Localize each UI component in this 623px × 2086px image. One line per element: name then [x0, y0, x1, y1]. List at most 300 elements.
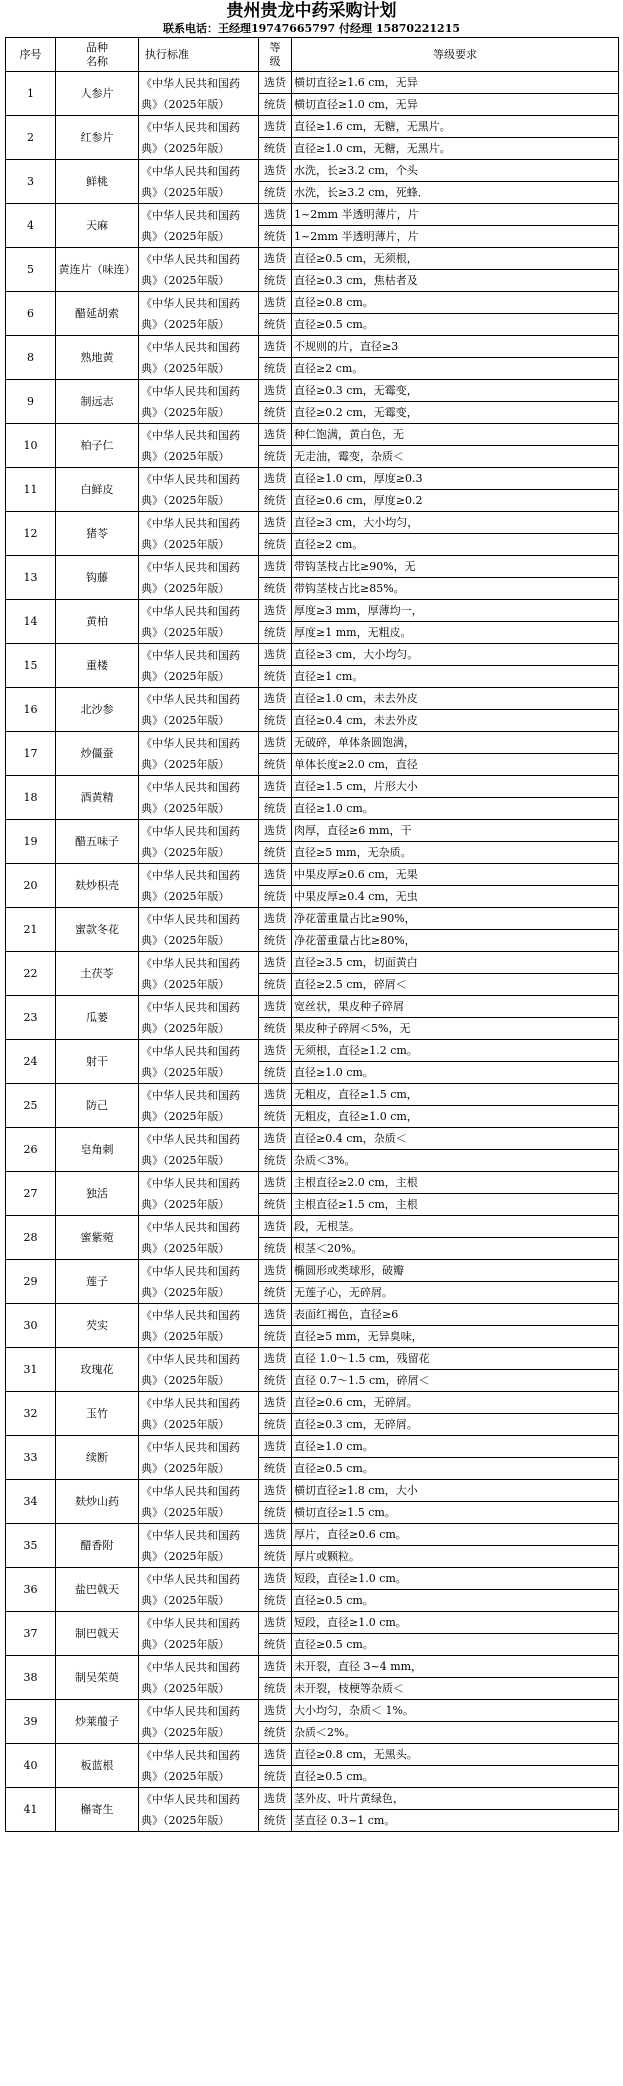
table-header-row [6, 38, 619, 72]
herb-name: 制吴茱萸 [56, 1656, 139, 1700]
grade-select: 选货 [259, 292, 292, 314]
herb-name: 制巴戟天 [56, 1612, 139, 1656]
row-number: 35 [6, 1524, 56, 1568]
row-number: 25 [6, 1084, 56, 1128]
grade-select: 选货 [259, 512, 292, 534]
row-number: 20 [6, 864, 56, 908]
requirement-select: 未开裂，直径 3~4 mm， [292, 1656, 619, 1678]
row-number: 12 [6, 512, 56, 556]
herb-name: 鲜桃 [56, 160, 139, 204]
requirement-select: 宽丝状，果皮种子碎屑 [292, 996, 619, 1018]
standard-cell: 《中华人民共和国药典》（2025年版） [139, 1260, 259, 1304]
standard-cell: 《中华人民共和国药典》（2025年版） [139, 1304, 259, 1348]
requirement-select: 直径≥1.6 cm，无糖，无黑片。 [292, 116, 619, 138]
requirement-bulk: 无莲子心，无碎屑。 [292, 1282, 619, 1304]
row-number: 18 [6, 776, 56, 820]
row-number: 2 [6, 116, 56, 160]
grade-bulk: 统货 [259, 1018, 292, 1040]
row-number: 19 [6, 820, 56, 864]
grade-bulk: 统货 [259, 358, 292, 380]
table-row [6, 468, 619, 490]
row-number: 13 [6, 556, 56, 600]
standard-cell: 《中华人民共和国药典》（2025年版） [139, 380, 259, 424]
requirement-select: 短段，直径≥1.0 cm。 [292, 1568, 619, 1590]
requirement-select: 无须根，直径≥1.2 cm。 [292, 1040, 619, 1062]
grade-bulk: 统货 [259, 930, 292, 952]
requirement-select: 直径≥1.0 cm。 [292, 1436, 619, 1458]
grade-select: 选货 [259, 72, 292, 94]
standard-cell: 《中华人民共和国药典》（2025年版） [139, 1656, 259, 1700]
table-row [6, 820, 619, 842]
standard-cell: 《中华人民共和国药典》（2025年版） [139, 160, 259, 204]
herb-name: 皂角刺 [56, 1128, 139, 1172]
table-row [6, 1568, 619, 1590]
table-row [6, 1040, 619, 1062]
grade-bulk: 统货 [259, 798, 292, 820]
standard-cell: 《中华人民共和国药典》（2025年版） [139, 468, 259, 512]
requirement-select: 直径≥3 cm，大小均匀。 [292, 644, 619, 666]
grade-select: 选货 [259, 1656, 292, 1678]
row-number: 14 [6, 600, 56, 644]
standard-cell: 《中华人民共和国药典》（2025年版） [139, 732, 259, 776]
requirement-bulk: 直径≥1.0 cm，无糖，无黑片。 [292, 138, 619, 160]
row-number: 24 [6, 1040, 56, 1084]
standard-cell: 《中华人民共和国药典》（2025年版） [139, 1216, 259, 1260]
requirement-bulk: 直径≥1 cm。 [292, 666, 619, 688]
row-number: 39 [6, 1700, 56, 1744]
grade-select: 选货 [259, 160, 292, 182]
herb-name: 红参片 [56, 116, 139, 160]
row-number: 34 [6, 1480, 56, 1524]
grade-select: 选货 [259, 424, 292, 446]
requirement-select: 直径≥0.3 cm，无霉变， [292, 380, 619, 402]
table-row [6, 1436, 619, 1458]
header-name: 品种 名称 [56, 38, 139, 72]
row-number: 16 [6, 688, 56, 732]
table-row [6, 336, 619, 358]
grade-bulk: 统货 [259, 1150, 292, 1172]
standard-cell: 《中华人民共和国药典》（2025年版） [139, 1524, 259, 1568]
herb-name: 芡实 [56, 1304, 139, 1348]
requirement-bulk: 无粗皮，直径≥1.0 cm， [292, 1106, 619, 1128]
standard-cell: 《中华人民共和国药典》（2025年版） [139, 908, 259, 952]
row-number: 4 [6, 204, 56, 248]
requirement-select: 直径≥1.0 cm，未去外皮 [292, 688, 619, 710]
grade-select: 选货 [259, 952, 292, 974]
grade-select: 选货 [259, 1788, 292, 1810]
standard-cell: 《中华人民共和国药典》（2025年版） [139, 644, 259, 688]
table-row [6, 204, 619, 226]
standard-cell: 《中华人民共和国药典》（2025年版） [139, 424, 259, 468]
table-row [6, 160, 619, 182]
table-row [6, 1216, 619, 1238]
row-number: 5 [6, 248, 56, 292]
row-number: 22 [6, 952, 56, 996]
herb-name: 柏子仁 [56, 424, 139, 468]
requirement-bulk: 直径≥0.5 cm。 [292, 1766, 619, 1788]
table-row [6, 424, 619, 446]
grade-select: 选货 [259, 1260, 292, 1282]
row-number: 23 [6, 996, 56, 1040]
grade-select: 选货 [259, 1084, 292, 1106]
herb-name: 人参片 [56, 72, 139, 116]
requirement-select: 横切直径≥1.6 cm，无异 [292, 72, 619, 94]
table-row [6, 600, 619, 622]
requirement-select: 直径≥0.5 cm，无须根， [292, 248, 619, 270]
standard-cell: 《中华人民共和国药典》（2025年版） [139, 600, 259, 644]
grade-bulk: 统货 [259, 270, 292, 292]
grade-select: 选货 [259, 1744, 292, 1766]
table-row [6, 776, 619, 798]
requirement-bulk: 果皮种子碎屑＜5%，无 [292, 1018, 619, 1040]
grade-select: 选货 [259, 1436, 292, 1458]
table-row [6, 72, 619, 94]
herb-name: 盐巴戟天 [56, 1568, 139, 1612]
grade-bulk: 统货 [259, 1326, 292, 1348]
requirement-bulk: 直径≥2.5 cm，碎屑＜ [292, 974, 619, 996]
table-row [6, 292, 619, 314]
grade-select: 选货 [259, 248, 292, 270]
standard-cell: 《中华人民共和国药典》（2025年版） [139, 1128, 259, 1172]
standard-cell: 《中华人民共和国药典》（2025年版） [139, 292, 259, 336]
grade-bulk: 统货 [259, 314, 292, 336]
requirement-bulk: 直径≥0.5 cm。 [292, 1634, 619, 1656]
standard-cell: 《中华人民共和国药典》（2025年版） [139, 1040, 259, 1084]
requirement-select: 无粗皮，直径≥1.5 cm， [292, 1084, 619, 1106]
requirement-bulk: 直径≥0.6 cm，厚度≥0.2 [292, 490, 619, 512]
table-row [6, 1700, 619, 1722]
herb-name: 板蓝根 [56, 1744, 139, 1788]
grade-select: 选货 [259, 1040, 292, 1062]
standard-cell: 《中华人民共和国药典》（2025年版） [139, 248, 259, 292]
standard-cell: 《中华人民共和国药典》（2025年版） [139, 1612, 259, 1656]
table-row [6, 116, 619, 138]
herb-name: 白鲜皮 [56, 468, 139, 512]
table-row [6, 1480, 619, 1502]
requirement-select: 段，无根茎。 [292, 1216, 619, 1238]
standard-cell: 《中华人民共和国药典》（2025年版） [139, 996, 259, 1040]
page-title: 贵州贵龙中药采购计划 [226, 1, 397, 21]
table-row [6, 1524, 619, 1546]
herb-name: 蜜款冬花 [56, 908, 139, 952]
grade-select: 选货 [259, 908, 292, 930]
standard-cell: 《中华人民共和国药典》（2025年版） [139, 556, 259, 600]
herb-name: 天麻 [56, 204, 139, 248]
table-row [6, 1260, 619, 1282]
row-number: 6 [6, 292, 56, 336]
herb-name: 炒莱菔子 [56, 1700, 139, 1744]
grade-select: 选货 [259, 1568, 292, 1590]
herb-name: 熟地黄 [56, 336, 139, 380]
herb-name: 莲子 [56, 1260, 139, 1304]
requirement-bulk: 厚度≥1 mm，无粗皮。 [292, 622, 619, 644]
grade-bulk: 统货 [259, 1810, 292, 1832]
grade-bulk: 统货 [259, 1722, 292, 1744]
herb-name: 黄柏 [56, 600, 139, 644]
grade-bulk: 统货 [259, 974, 292, 996]
requirement-select: 1~2mm 半透明薄片，片 [292, 204, 619, 226]
grade-bulk: 统货 [259, 622, 292, 644]
requirement-select: 茎外皮、叶片黄绿色， [292, 1788, 619, 1810]
requirement-select: 水洗，长≥3.2 cm，个头 [292, 160, 619, 182]
grade-bulk: 统货 [259, 138, 292, 160]
requirement-bulk: 根茎＜20%。 [292, 1238, 619, 1260]
table-row [6, 952, 619, 974]
requirement-select: 不规则的片，直径≥3 [292, 336, 619, 358]
standard-cell: 《中华人民共和国药典》（2025年版） [139, 688, 259, 732]
requirement-bulk: 直径≥0.2 cm，无霉变， [292, 402, 619, 424]
grade-select: 选货 [259, 644, 292, 666]
requirement-bulk: 直径≥2 cm。 [292, 534, 619, 556]
grade-select: 选货 [259, 1392, 292, 1414]
standard-cell: 《中华人民共和国药典》（2025年版） [139, 1568, 259, 1612]
requirement-select: 直径≥0.8 cm。 [292, 292, 619, 314]
requirement-select: 表面红褐色，直径≥6 [292, 1304, 619, 1326]
requirement-bulk: 厚片或颗粒。 [292, 1546, 619, 1568]
row-number: 15 [6, 644, 56, 688]
grade-select: 选货 [259, 380, 292, 402]
row-number: 27 [6, 1172, 56, 1216]
contact-line: 联系电话：王经理19747665797 付经理 15870221215 [162, 22, 461, 35]
grade-select: 选货 [259, 1304, 292, 1326]
row-number: 1 [6, 72, 56, 116]
requirement-bulk: 杂质＜2%。 [292, 1722, 619, 1744]
grade-select: 选货 [259, 1700, 292, 1722]
row-number: 36 [6, 1568, 56, 1612]
herb-name: 蜜紫菀 [56, 1216, 139, 1260]
herb-name: 醋五味子 [56, 820, 139, 864]
requirement-bulk: 直径≥0.4 cm，未去外皮 [292, 710, 619, 732]
table-row [6, 864, 619, 886]
requirement-bulk: 直径 0.7～1.5 cm，碎屑＜ [292, 1370, 619, 1392]
requirement-select: 直径≥0.6 cm，无碎屑。 [292, 1392, 619, 1414]
grade-bulk: 统货 [259, 1238, 292, 1260]
requirement-select: 直径≥0.4 cm，杂质＜ [292, 1128, 619, 1150]
requirement-select: 椭圆形或类球形，破瓣 [292, 1260, 619, 1282]
row-number: 37 [6, 1612, 56, 1656]
table-row [6, 996, 619, 1018]
requirement-bulk: 带钩茎枝占比≥85%。 [292, 578, 619, 600]
standard-cell: 《中华人民共和国药典》（2025年版） [139, 1392, 259, 1436]
row-number: 31 [6, 1348, 56, 1392]
herb-name: 麸炒山药 [56, 1480, 139, 1524]
grade-select: 选货 [259, 600, 292, 622]
table-row [6, 908, 619, 930]
grade-bulk: 统货 [259, 1766, 292, 1788]
herb-name: 玉竹 [56, 1392, 139, 1436]
row-number: 11 [6, 468, 56, 512]
requirement-select: 直径≥1.0 cm，厚度≥0.3 [292, 468, 619, 490]
requirement-bulk: 水洗，长≥3.2 cm，死蜂． [292, 182, 619, 204]
herb-name: 醋香附 [56, 1524, 139, 1568]
requirement-bulk: 1~2mm 半透明薄片，片 [292, 226, 619, 248]
grade-bulk: 统货 [259, 1282, 292, 1304]
herb-name: 土茯苓 [56, 952, 139, 996]
row-number: 30 [6, 1304, 56, 1348]
requirement-select: 带钩茎枝占比≥90%，无 [292, 556, 619, 578]
table-body [6, 72, 619, 1832]
grade-select: 选货 [259, 1216, 292, 1238]
row-number: 10 [6, 424, 56, 468]
grade-bulk: 统货 [259, 886, 292, 908]
grade-select: 选货 [259, 336, 292, 358]
requirement-bulk: 横切直径≥1.0 cm，无异 [292, 94, 619, 116]
herb-name: 醋延胡索 [56, 292, 139, 336]
standard-cell: 《中华人民共和国药典》（2025年版） [139, 72, 259, 116]
herb-name: 射干 [56, 1040, 139, 1084]
standard-cell: 《中华人民共和国药典》（2025年版） [139, 952, 259, 996]
requirement-select: 主根直径≥2.0 cm，主根 [292, 1172, 619, 1194]
standard-cell: 《中华人民共和国药典》（2025年版） [139, 1436, 259, 1480]
grade-bulk: 统货 [259, 754, 292, 776]
herb-name: 独活 [56, 1172, 139, 1216]
row-number: 38 [6, 1656, 56, 1700]
grade-select: 选货 [259, 204, 292, 226]
header-no: 序号 [6, 38, 56, 72]
requirement-select: 中果皮厚≥0.6 cm，无果 [292, 864, 619, 886]
table-row [6, 512, 619, 534]
requirement-select: 厚度≥3 mm，厚薄均一， [292, 600, 619, 622]
grade-select: 选货 [259, 820, 292, 842]
standard-cell: 《中华人民共和国药典》（2025年版） [139, 1788, 259, 1832]
grade-select: 选货 [259, 1480, 292, 1502]
grade-bulk: 统货 [259, 578, 292, 600]
row-number: 28 [6, 1216, 56, 1260]
herb-name: 炒僵蚕 [56, 732, 139, 776]
table-row [6, 1348, 619, 1370]
requirement-select: 直径≥3.5 cm，切面黄白 [292, 952, 619, 974]
herb-name: 制远志 [56, 380, 139, 424]
herb-name: 酒黄精 [56, 776, 139, 820]
row-number: 41 [6, 1788, 56, 1832]
requirement-select: 直径 1.0～1.5 cm，残留花 [292, 1348, 619, 1370]
row-number: 3 [6, 160, 56, 204]
grade-select: 选货 [259, 556, 292, 578]
requirement-bulk: 直径≥1.0 cm。 [292, 798, 619, 820]
grade-bulk: 统货 [259, 446, 292, 468]
standard-cell: 《中华人民共和国药典》（2025年版） [139, 1348, 259, 1392]
row-number: 32 [6, 1392, 56, 1436]
requirement-bulk: 直径≥0.5 cm。 [292, 1590, 619, 1612]
procurement-table [5, 37, 619, 1832]
grade-bulk: 统货 [259, 1634, 292, 1656]
requirement-bulk: 直径≥0.5 cm。 [292, 314, 619, 336]
grade-select: 选货 [259, 1348, 292, 1370]
row-number: 29 [6, 1260, 56, 1304]
requirement-bulk: 直径≥0.3 cm，无碎屑。 [292, 1414, 619, 1436]
standard-cell: 《中华人民共和国药典》（2025年版） [139, 776, 259, 820]
row-number: 21 [6, 908, 56, 952]
herb-name: 槲寄生 [56, 1788, 139, 1832]
requirement-bulk: 直径≥0.3 cm，焦枯者及 [292, 270, 619, 292]
requirement-bulk: 未开裂，枝梗等杂质＜ [292, 1678, 619, 1700]
grade-bulk: 统货 [259, 1590, 292, 1612]
grade-bulk: 统货 [259, 94, 292, 116]
grade-select: 选货 [259, 1128, 292, 1150]
requirement-bulk: 杂质＜3%。 [292, 1150, 619, 1172]
table-row [6, 380, 619, 402]
requirement-select: 净花蕾重量占比≥90%， [292, 908, 619, 930]
table-row [6, 688, 619, 710]
grade-select: 选货 [259, 1524, 292, 1546]
row-number: 17 [6, 732, 56, 776]
grade-bulk: 统货 [259, 1458, 292, 1480]
grade-select: 选货 [259, 468, 292, 490]
requirement-bulk: 直径≥0.5 cm。 [292, 1458, 619, 1480]
header-grade: 等 级 [259, 38, 292, 72]
grade-bulk: 统货 [259, 666, 292, 688]
grade-select: 选货 [259, 688, 292, 710]
standard-cell: 《中华人民共和国药典》（2025年版） [139, 1744, 259, 1788]
grade-select: 选货 [259, 1612, 292, 1634]
grade-bulk: 统货 [259, 490, 292, 512]
row-number: 8 [6, 336, 56, 380]
herb-name: 瓜蒌 [56, 996, 139, 1040]
requirement-select: 直径≥3 cm，大小均匀， [292, 512, 619, 534]
requirement-select: 直径≥0.8 cm，无黑头。 [292, 1744, 619, 1766]
requirement-select: 直径≥1.5 cm，片形大小 [292, 776, 619, 798]
row-number: 26 [6, 1128, 56, 1172]
requirement-select: 横切直径≥1.8 cm，大小 [292, 1480, 619, 1502]
standard-cell: 《中华人民共和国药典》（2025年版） [139, 1480, 259, 1524]
table-row [6, 248, 619, 270]
table-row [6, 1304, 619, 1326]
grade-bulk: 统货 [259, 1678, 292, 1700]
standard-cell: 《中华人民共和国药典》（2025年版） [139, 512, 259, 556]
requirement-bulk: 主根直径≥1.5 cm，主根 [292, 1194, 619, 1216]
grade-bulk: 统货 [259, 1106, 292, 1128]
requirement-select: 大小均匀，杂质＜ 1%。 [292, 1700, 619, 1722]
herb-name: 重楼 [56, 644, 139, 688]
requirement-bulk: 中果皮厚≥0.4 cm，无虫 [292, 886, 619, 908]
grade-bulk: 统货 [259, 1546, 292, 1568]
table-row [6, 556, 619, 578]
table-row [6, 1084, 619, 1106]
requirement-select: 肉厚，直径≥6 mm，干 [292, 820, 619, 842]
grade-bulk: 统货 [259, 1370, 292, 1392]
grade-select: 选货 [259, 996, 292, 1018]
requirement-bulk: 单体长度≥2.0 cm，直径 [292, 754, 619, 776]
requirement-bulk: 直径≥1.0 cm。 [292, 1062, 619, 1084]
grade-bulk: 统货 [259, 1502, 292, 1524]
requirement-select: 厚片，直径≥0.6 cm。 [292, 1524, 619, 1546]
row-number: 9 [6, 380, 56, 424]
standard-cell: 《中华人民共和国药典》（2025年版） [139, 820, 259, 864]
grade-select: 选货 [259, 732, 292, 754]
requirement-select: 短段，直径≥1.0 cm。 [292, 1612, 619, 1634]
table-row [6, 732, 619, 754]
table-row [6, 1656, 619, 1678]
grade-select: 选货 [259, 776, 292, 798]
herb-name: 猪苓 [56, 512, 139, 556]
requirement-bulk: 无走油，霉变，杂质＜ [292, 446, 619, 468]
requirement-bulk: 直径≥5 mm，无杂质。 [292, 842, 619, 864]
grade-bulk: 统货 [259, 534, 292, 556]
grade-bulk: 统货 [259, 402, 292, 424]
table-row [6, 1392, 619, 1414]
table-row [6, 1128, 619, 1150]
herb-name: 防己 [56, 1084, 139, 1128]
herb-name: 麸炒枳壳 [56, 864, 139, 908]
requirement-bulk: 茎直径 0.3~1 cm。 [292, 1810, 619, 1832]
grade-bulk: 统货 [259, 842, 292, 864]
grade-bulk: 统货 [259, 710, 292, 732]
herb-name: 黄连片（味连） [56, 248, 139, 292]
standard-cell: 《中华人民共和国药典》（2025年版） [139, 116, 259, 160]
herb-name: 续断 [56, 1436, 139, 1480]
requirement-bulk: 横切直径≥1.5 cm。 [292, 1502, 619, 1524]
requirement-bulk: 直径≥5 mm，无异臭味， [292, 1326, 619, 1348]
